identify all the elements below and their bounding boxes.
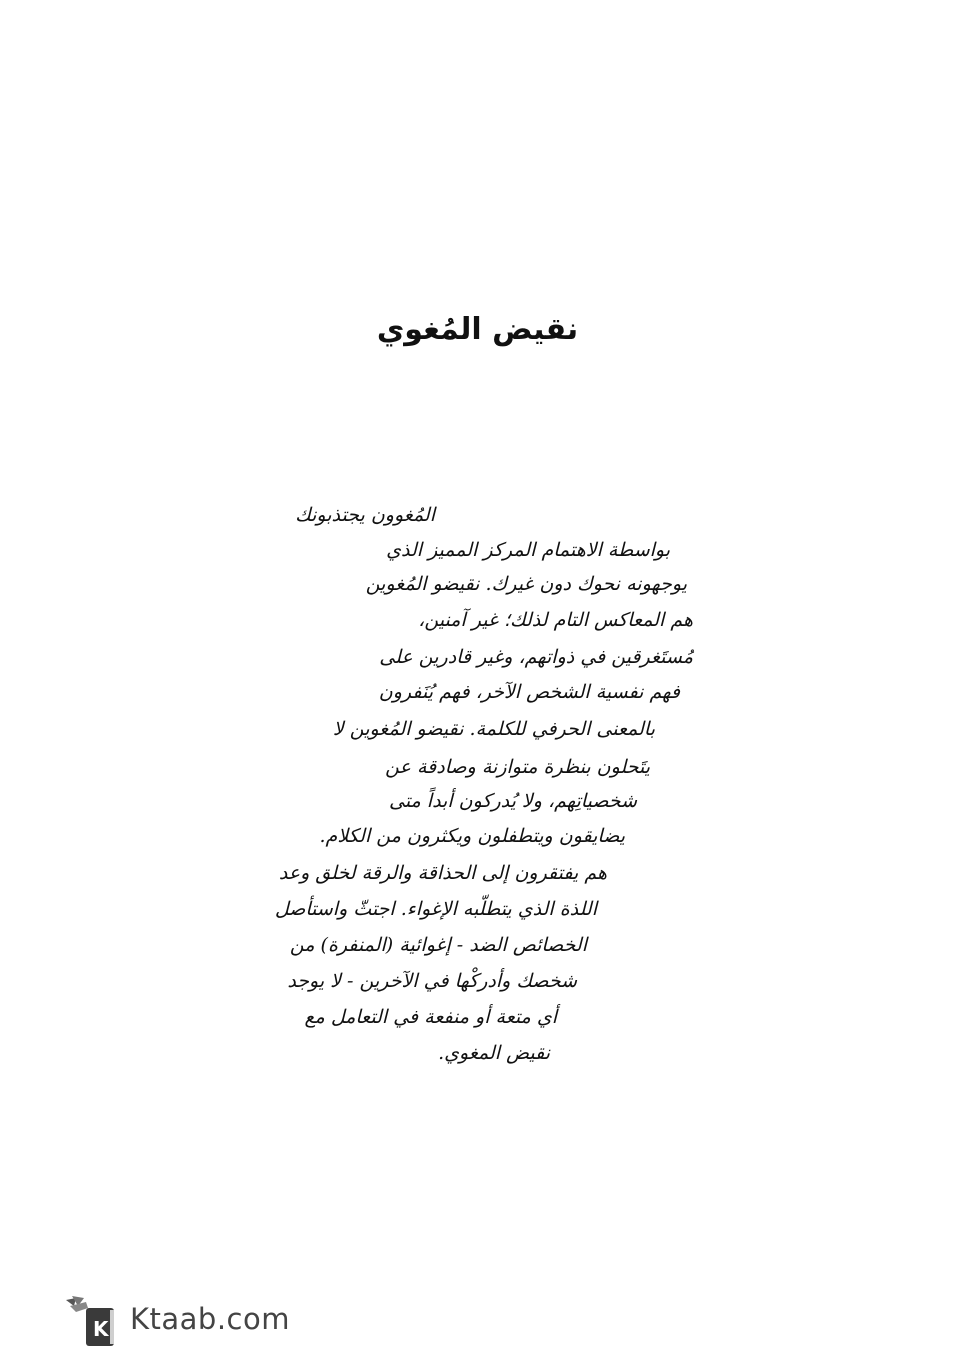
poem-line: هم المعاكس التام لذلك؛ غير آمنين،	[418, 609, 693, 631]
logo-text: Ktaab.com	[130, 1302, 290, 1336]
poem-line: هم يفتقرون إلى الحذاقة والرقة لخلق وعد	[278, 862, 607, 884]
poem-line: مُستَغرقين في ذواتهم، وغير قادرين على	[379, 646, 693, 668]
poem-line: فهم نفسية الشخص الآخر، فهم يُنَفرون	[378, 681, 680, 703]
poem-line: بواسطة الاهتمام المركز المميز الذي	[386, 539, 670, 561]
poem-line: أي متعة أو منفعة في التعامل مع	[304, 1006, 557, 1028]
poem-line: يتَحلون بنظرة متوازنة وصادقة عن	[385, 756, 650, 778]
poem-line: المُغوون يجتذبونك	[295, 504, 435, 526]
poem-line: شخصياتِهم، ولا يُدركون أبداً متى	[389, 790, 637, 812]
poem-line: اللذة الذي يتطلّبه الإغواء. اجتثّ واستأصل	[274, 898, 597, 920]
poem-line: الخصائص الضد - إغوائية (المنفرة) من	[289, 934, 587, 956]
poem-line: نقيض المغوي.	[438, 1042, 550, 1064]
ktaab-logo[interactable]	[62, 1294, 290, 1354]
poem-line: بالمعنى الحرفي للكلمة. نقيضو المُغوين لا	[332, 718, 655, 740]
poem-line: شخصك وأدركْها في الآخرين - لا يوجد	[287, 970, 577, 992]
book-k-icon	[62, 1294, 122, 1354]
page-title: نقيض المُغوي	[376, 312, 579, 347]
svg-text:K: K	[93, 1317, 109, 1341]
poem-line: يوجهونه نحوك دون غيرك. نقيضو المُغوين	[365, 573, 687, 595]
poem-line: يضايقون ويتطفلون ويكثرون من الكلام.	[319, 825, 625, 847]
